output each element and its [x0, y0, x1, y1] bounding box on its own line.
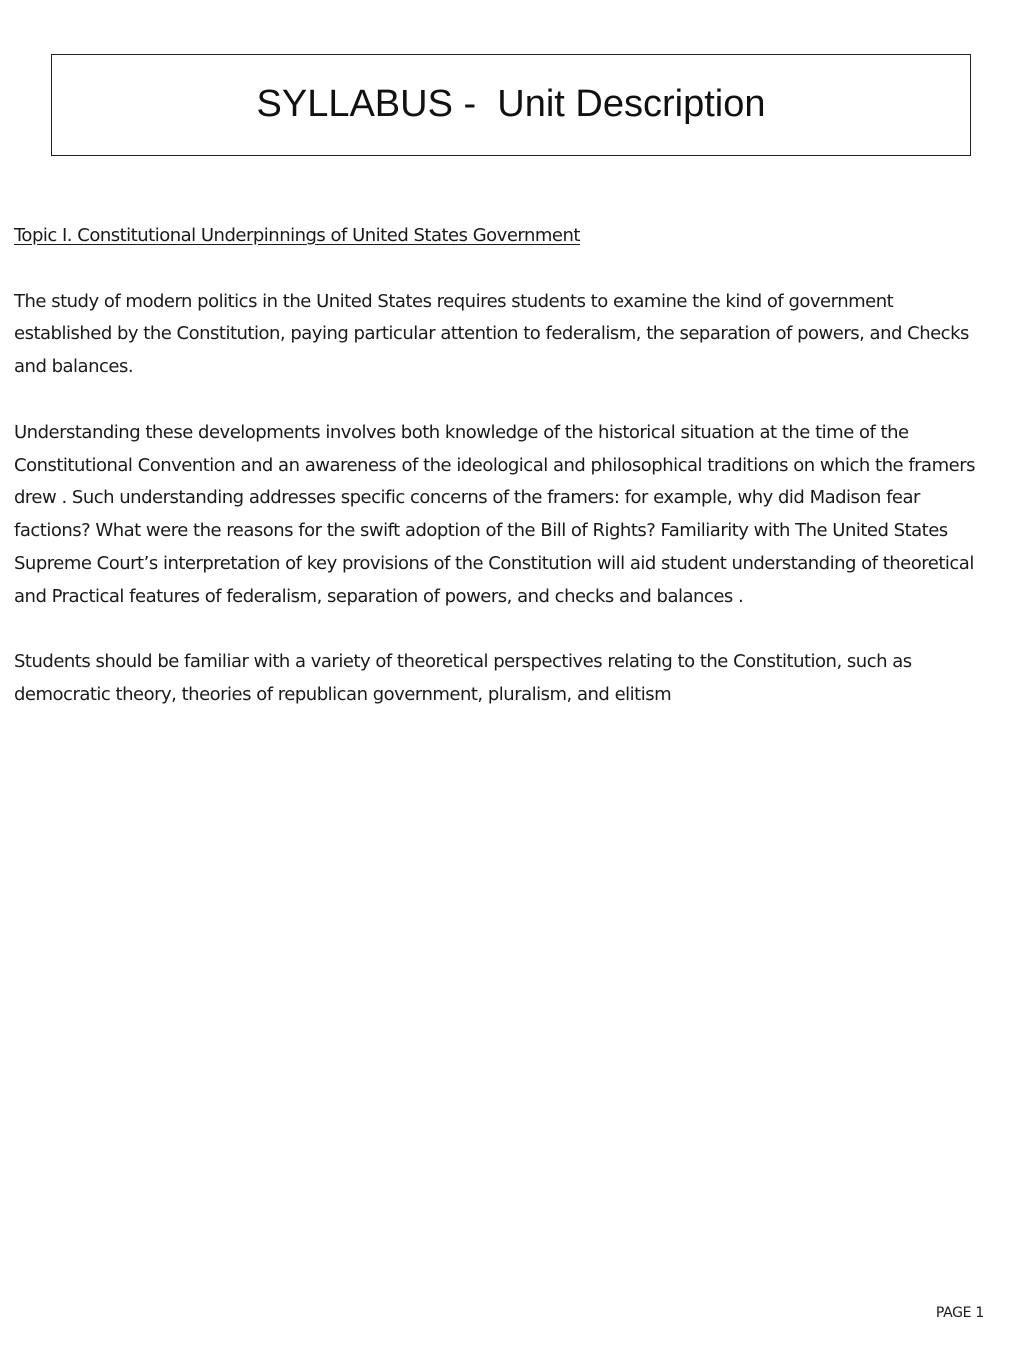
page-title: SYLLABUS - Unit Description: [256, 82, 766, 125]
paragraph-3: Students should be familiar with a variety of theoretical perspectives relating to the Constitution, such as democratic theory, theories of republican government, pluralism, and elitism: [14, 651, 912, 706]
topic-heading: Topic I. Constitutional Underpinnings of United States Government: [14, 225, 580, 246]
paragraph-1: The study of modern politics in the United States requires students to examine the kind of government established by the Constitution, paying particular attention to federalism, the separation of powers, and Checks and balances.: [14, 290, 969, 378]
title-box: [51, 54, 971, 156]
paragraph-2: Understanding these developments involves both knowledge of the historical situation at the time of the Constitutional Convention and an awareness of the ideological and philosophical traditions on which the framers drew . Such understanding addresses specific concerns of the framers: for example, why did Madison fear factions? What were the reasons for the swift adoption of the Bill of Rights? Familiarity with The United States Supreme Court’s interpretation of key provisions of the Constitution will aid student understanding of theoretical and Practical features of federalism, separation of powers, and checks and balances .: [14, 421, 975, 607]
document-body: [14, 220, 994, 712]
page-number: PAGE 1: [935, 1305, 984, 1321]
